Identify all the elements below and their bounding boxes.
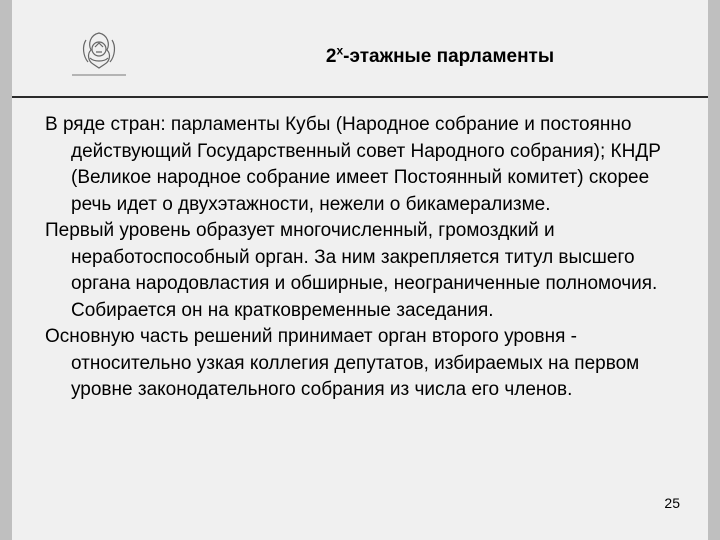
paragraph-1: В ряде стран: парламенты Кубы (Народное собрание и постоянно действующий Государственный совет Народного собрания); КНДР (Великое народное собрание имеет Постоянный комитет) скорее речь идет о двухэтажности, нежели о бикамерализме. [45,114,661,215]
paragraph-3: Основную часть решений принимает орган второго уровня - относительно узкая коллегия депутатов, избираемых на первом уровне законодательного собрания из числа его членов. [45,326,640,400]
left-border-bar [0,0,12,540]
slide-title [180,43,700,68]
emblem-icon [68,28,130,82]
title-prefix: 2 [325,46,337,67]
title-superscript: х [336,43,344,58]
right-border-bar [708,0,720,540]
title-divider [12,96,708,98]
slide-body [45,112,685,404]
page-number: 25 [664,495,680,511]
title-rest: -этажные парламенты [343,46,555,67]
paragraph-2: Первый уровень образует многочисленный, громоздкий и неработоспособный орган. За ним закрепляется титул высшего органа народовластия и обширные, неограниченные полномочия. Собирается он на кратковременные заседания. [45,220,658,321]
